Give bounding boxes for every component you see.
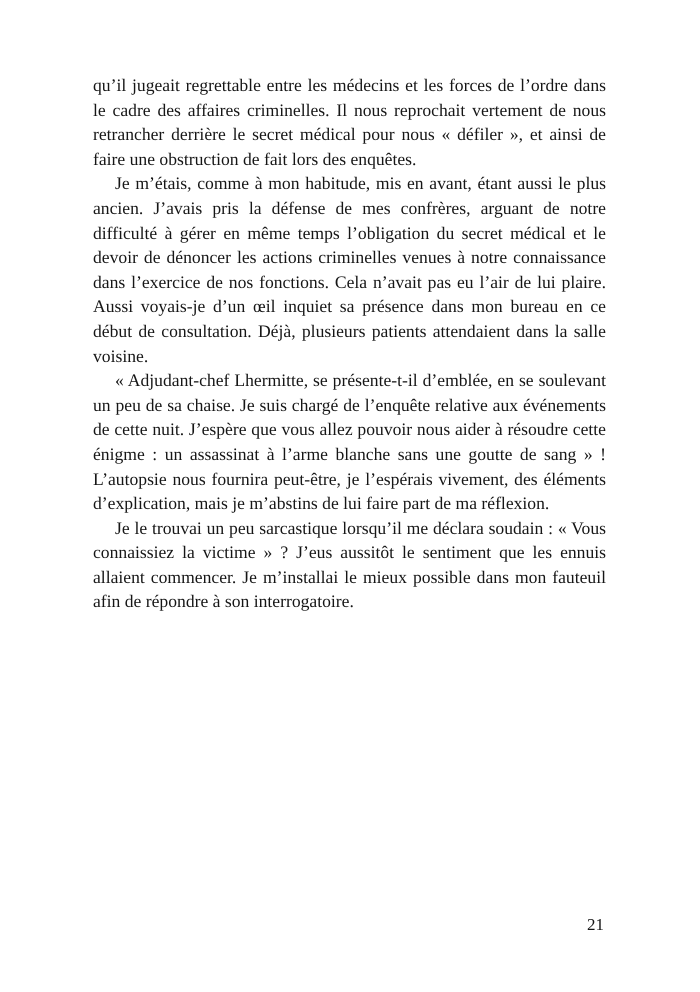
paragraph-4: Je le trouvai un peu sarcastique lorsqu’il me déclara soudain : « Vous connaissiez la victime » ? J’eus aussitôt le sentiment que les ennuis allaient commencer. Je m’installai le mieux possible dans mon fauteuil afin de répondre à son interrogatoire.	[93, 517, 606, 612]
paragraph-1: qu’il jugeait regrettable entre les médecins et les forces de l’ordre dans le cadre des affaires criminelles. Il nous reprochait vertement de nous retrancher derrière le secret médical pour nous « défiler », et ainsi de faire une obstruction de fait lors des enquêtes.	[93, 75, 606, 169]
paragraph-3: « Adjudant-chef Lhermitte, se présente-t-il d’emblée, en se soulevant un peu de sa chaise. Je suis chargé de l’enquête relative aux événements de cette nuit. J’espère que vous allez pouvoir nous aider à résoudre cette énigme : un assassinat à l’arme blanche sans une goutte de sang » ! L’autopsie nous fournira peut-être, je l’espérais vivement, des éléments d’explication, mais je m’abstins de lui faire part de ma réflexion.	[93, 370, 606, 514]
paragraph-2: Je m’étais, comme à mon habitude, mis en avant, étant aussi le plus ancien. J’avais pris la défense de mes confrères, arguant de notre difficulté à gérer en même temps l’obligation du secret médical et le devoir de dénoncer les actions criminelles venues à notre connaissance dans l’exercice de nos fonctions. Cela n’avait pas eu l’air de lui plaire. Aussi voyais-je d’un œil inquiet sa présence dans mon bureau en ce début de consultation. Déjà, plusieurs patients attendaient dans la salle voisine.	[93, 173, 606, 366]
page-number: 21	[587, 915, 604, 934]
page-body	[93, 73, 606, 614]
